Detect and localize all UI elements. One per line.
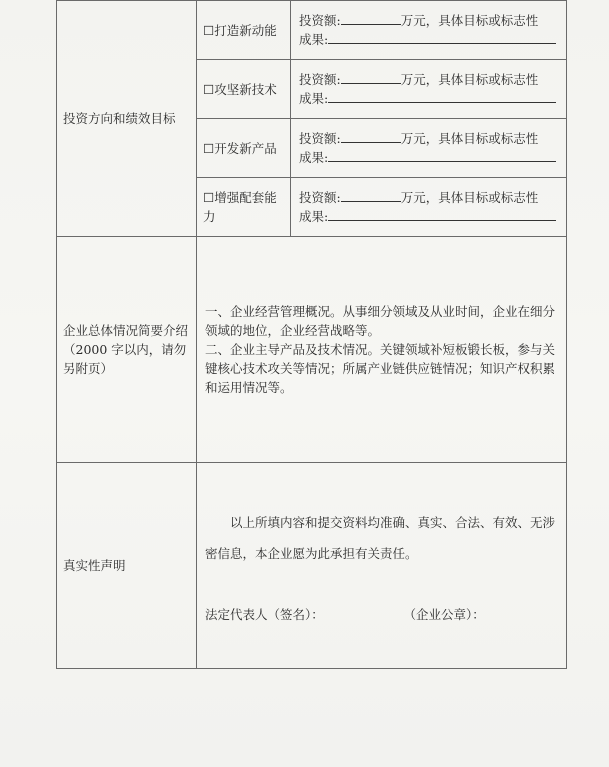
investment-section-label	[57, 1, 197, 237]
amount-blank[interactable]	[341, 11, 401, 25]
declaration-label-cell	[57, 463, 197, 669]
direction-cell[interactable]	[197, 60, 291, 119]
application-form-table	[56, 0, 567, 669]
result-blank[interactable]	[328, 89, 556, 103]
declaration-statement: 以上所填内容和提交资料均准确、真实、合法、有效、无涉密信息，本企业愿为此承担有关责任。	[205, 515, 556, 561]
legal-rep-signature-label[interactable]: 法定代表人（签名）：	[205, 607, 324, 622]
direction-cell[interactable]	[197, 1, 291, 60]
amount-suffix: 万元，具体目标或标志性	[400, 13, 539, 28]
company-seal-label[interactable]: （企业公章）：	[409, 607, 485, 622]
investment-cell	[291, 178, 567, 237]
declaration-label: 真实性声明	[63, 558, 126, 573]
section-label-text: 投资方向和绩效目标	[63, 111, 176, 126]
amount-label: 投资额:	[299, 190, 341, 205]
direction-label: 打造新动能	[214, 22, 277, 38]
direction-label: 攻坚新技术	[214, 81, 277, 97]
checkbox[interactable]: ☐	[203, 140, 215, 156]
intro-label: 企业总体情况简要介绍	[63, 323, 189, 338]
intro-content-cell[interactable]	[197, 237, 567, 463]
investment-cell	[291, 119, 567, 178]
declaration-content-cell	[197, 463, 567, 669]
intro-paragraph-2: 二、企业主导产品及技术情况。关键领域补短板锻长板，参与关键核心技术攻关等情况；所属产业链供应链情况；知识产权积累和运用情况等。	[205, 342, 556, 395]
checkbox[interactable]: ☐	[203, 22, 215, 38]
signature-row	[205, 605, 556, 624]
result-label: 成果:	[299, 32, 329, 47]
amount-blank[interactable]	[341, 129, 401, 143]
intro-note: （2000 字以内，请勿另附页）	[63, 342, 187, 376]
result-label: 成果:	[299, 209, 329, 224]
result-blank[interactable]	[328, 148, 556, 162]
amount-label: 投资额:	[299, 131, 341, 146]
result-label: 成果:	[299, 91, 329, 106]
direction-label: 增强配套能力	[203, 190, 277, 224]
investment-cell	[291, 1, 567, 60]
amount-blank[interactable]	[341, 188, 401, 202]
investment-cell	[291, 60, 567, 119]
result-label: 成果:	[299, 150, 329, 165]
amount-label: 投资额:	[299, 13, 341, 28]
amount-blank[interactable]	[341, 70, 401, 84]
result-blank[interactable]	[328, 30, 556, 44]
checkbox[interactable]: ☐	[203, 81, 215, 97]
intro-paragraph-1: 一、企业经营管理概况。从事细分领域及从业时间，企业在细分领域的地位，企业经营战略等。	[205, 304, 556, 338]
checkbox[interactable]: ☐	[203, 190, 215, 205]
amount-suffix: 万元，具体目标或标志性	[400, 131, 539, 146]
declaration-row	[57, 463, 567, 669]
direction-label: 开发新产品	[214, 140, 277, 156]
amount-suffix: 万元，具体目标或标志性	[400, 190, 539, 205]
amount-suffix: 万元，具体目标或标志性	[400, 72, 539, 87]
intro-row	[57, 237, 567, 463]
amount-label: 投资额:	[299, 72, 341, 87]
direction-cell[interactable]	[197, 178, 291, 237]
investment-row	[57, 1, 567, 60]
direction-cell[interactable]	[197, 119, 291, 178]
intro-label-cell	[57, 237, 197, 463]
result-blank[interactable]	[328, 207, 556, 221]
